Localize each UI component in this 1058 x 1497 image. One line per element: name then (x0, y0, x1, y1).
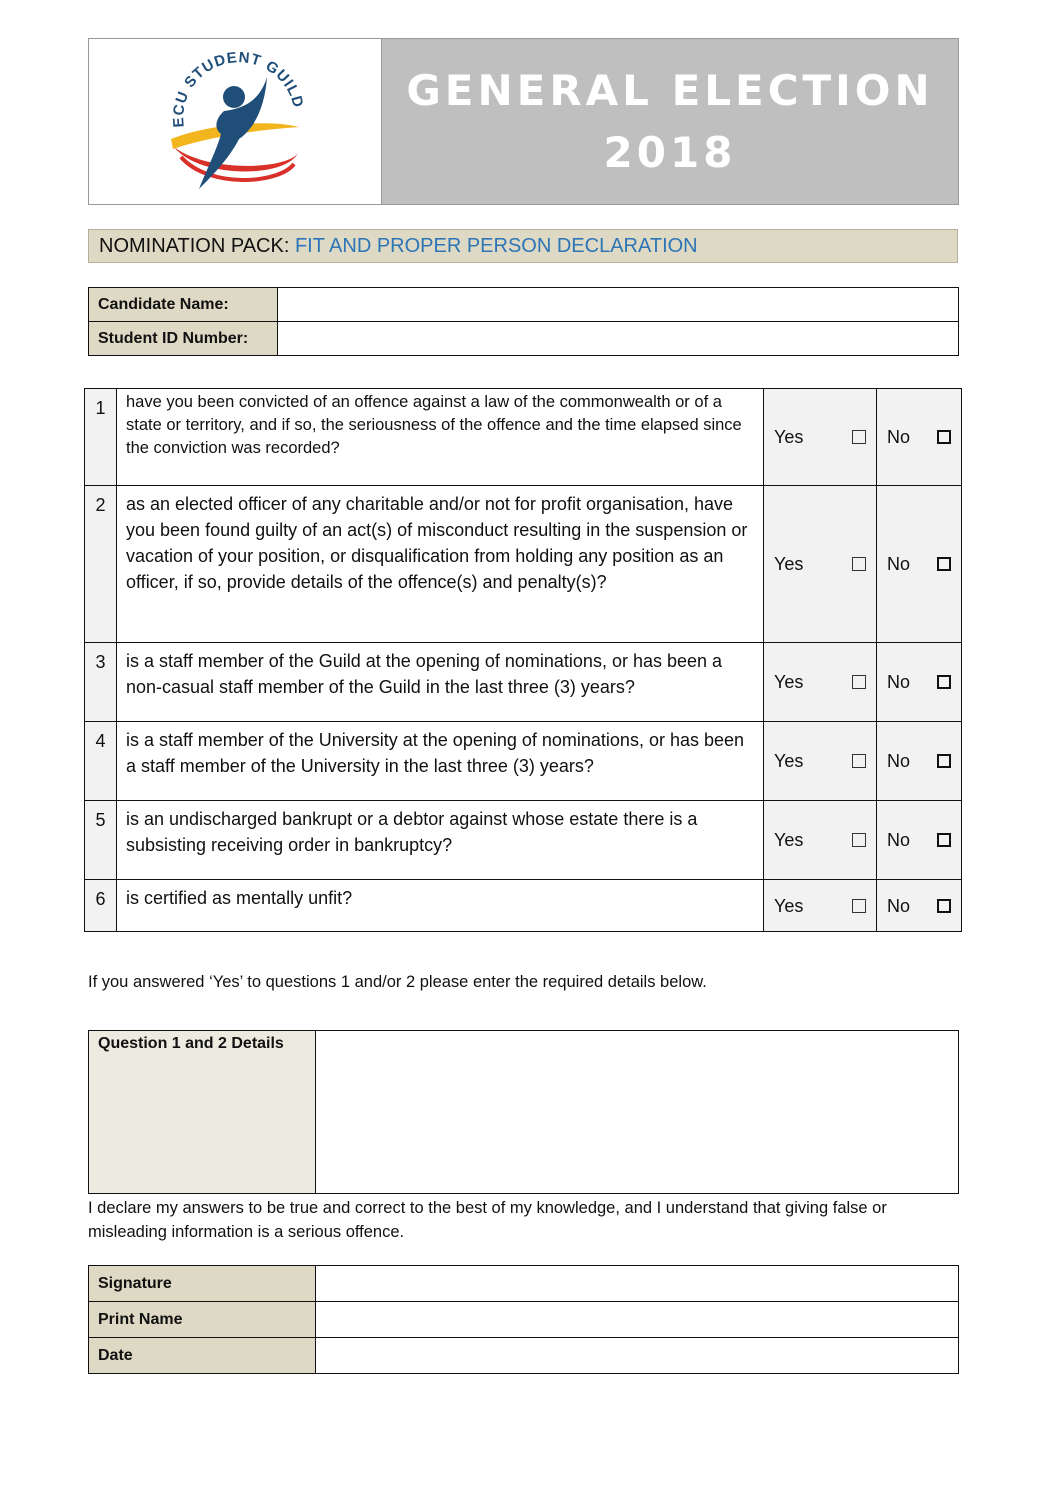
signoff-table (88, 1265, 959, 1374)
question-number: 4 (85, 722, 117, 801)
question-row (85, 722, 962, 801)
document-header (88, 38, 959, 205)
signature-label: Signature (89, 1266, 316, 1302)
no-checkbox[interactable] (937, 833, 951, 847)
yes-label: Yes (774, 554, 804, 574)
no-label: No (887, 751, 911, 771)
no-label: No (887, 672, 911, 692)
election-title-cell (382, 39, 958, 204)
no-option[interactable] (877, 643, 962, 722)
yes-label: Yes (774, 427, 804, 447)
student-id-field[interactable] (278, 322, 959, 356)
details-table (88, 1030, 959, 1194)
yes-option[interactable] (764, 880, 877, 932)
yes-option[interactable] (764, 722, 877, 801)
question-text: is a staff member of the University at the opening of nominations, or has been a staff member of the University in the last three (3) years? (117, 722, 764, 801)
no-label: No (887, 427, 911, 447)
no-option[interactable] (877, 801, 962, 880)
question-row (85, 880, 962, 932)
yes-checkbox[interactable] (852, 833, 866, 847)
no-option[interactable] (877, 722, 962, 801)
yes-checkbox[interactable] (852, 675, 866, 689)
election-title (406, 60, 933, 184)
yes-option[interactable] (764, 801, 877, 880)
no-option[interactable] (877, 486, 962, 643)
yes-option[interactable] (764, 389, 877, 486)
question-row (85, 643, 962, 722)
question-row (85, 801, 962, 880)
student-id-label: Student ID Number: (89, 322, 278, 356)
candidate-name-label: Candidate Name: (89, 288, 278, 322)
question-text: as an elected officer of any charitable and/or not for profit organisation, have you been found guilty of an act(s) of misconduct resulting in the suspension or vacation of your position, or disqualification from holding any position as an officer, if so, provide details of the offence(s) and penalty(s)? (117, 486, 764, 643)
question-row (85, 486, 962, 643)
question-number: 6 (85, 880, 117, 932)
no-checkbox[interactable] (937, 675, 951, 689)
signature-row (89, 1266, 959, 1302)
instruction-text: If you answered ‘Yes’ to questions 1 and/or 2 please enter the required details below. (88, 973, 707, 991)
yes-checkbox[interactable] (852, 899, 866, 913)
candidate-name-field[interactable] (278, 288, 959, 322)
question-number: 2 (85, 486, 117, 643)
question-text: have you been convicted of an offence against a law of the commonwealth or of a state or territory, and if so, the seriousness of the offence and the time elapsed since the conviction was recorded? (117, 389, 764, 486)
no-checkbox[interactable] (937, 899, 951, 913)
banner-title: FIT AND PROPER PERSON DECLARATION (294, 234, 698, 257)
title-line-2: 2018 (603, 127, 737, 177)
ecu-student-guild-logo (89, 39, 381, 204)
no-option[interactable] (877, 880, 962, 932)
yes-checkbox[interactable] (852, 430, 866, 444)
title-line-1: GENERAL ELECTION (406, 65, 934, 115)
question-row (85, 389, 962, 486)
no-checkbox[interactable] (937, 430, 951, 444)
no-label: No (887, 554, 911, 574)
yes-label: Yes (774, 830, 804, 850)
details-label: Question 1 and 2 Details (89, 1031, 316, 1194)
yes-option[interactable] (764, 486, 877, 643)
print-name-field[interactable] (316, 1302, 959, 1338)
no-checkbox[interactable] (937, 557, 951, 571)
declaration-text: I declare my answers to be true and correct to the best of my knowledge, and I understand that giving false or misleading information is a serious offence. (88, 1199, 887, 1241)
question-number: 3 (85, 643, 117, 722)
print-name-label: Print Name (89, 1302, 316, 1338)
question-number: 1 (85, 389, 117, 486)
details-field[interactable] (316, 1031, 959, 1194)
candidate-info-table (88, 287, 959, 356)
logo-cell (89, 39, 382, 204)
date-field[interactable] (316, 1338, 959, 1374)
yes-label: Yes (774, 672, 804, 692)
yes-checkbox[interactable] (852, 557, 866, 571)
question-text: is a staff member of the Guild at the opening of nominations, or has been a non-casual staff member of the Guild in the last three (3) years? (117, 643, 764, 722)
question-text: is an undischarged bankrupt or a debtor against whose estate there is a subsisting receiving order in bankruptcy? (117, 801, 764, 880)
question-text: is certified as mentally unfit? (117, 880, 764, 932)
banner-prefix: NOMINATION PACK: (99, 234, 290, 257)
yes-label: Yes (774, 751, 804, 771)
details-row (89, 1031, 959, 1194)
yes-label: Yes (774, 895, 804, 916)
print-name-row (89, 1302, 959, 1338)
no-checkbox[interactable] (937, 754, 951, 768)
signature-field[interactable] (316, 1266, 959, 1302)
yes-checkbox[interactable] (852, 754, 866, 768)
yes-option[interactable] (764, 643, 877, 722)
no-label: No (887, 830, 911, 850)
logo-text: ECU STUDENT GUILD (170, 49, 307, 128)
date-label: Date (89, 1338, 316, 1374)
question-number: 5 (85, 801, 117, 880)
candidate-name-row (89, 288, 959, 322)
no-label: No (887, 895, 911, 916)
no-option[interactable] (877, 389, 962, 486)
form-section-banner (88, 229, 958, 263)
student-id-row (89, 322, 959, 356)
date-row (89, 1338, 959, 1374)
questions-table (84, 388, 962, 932)
